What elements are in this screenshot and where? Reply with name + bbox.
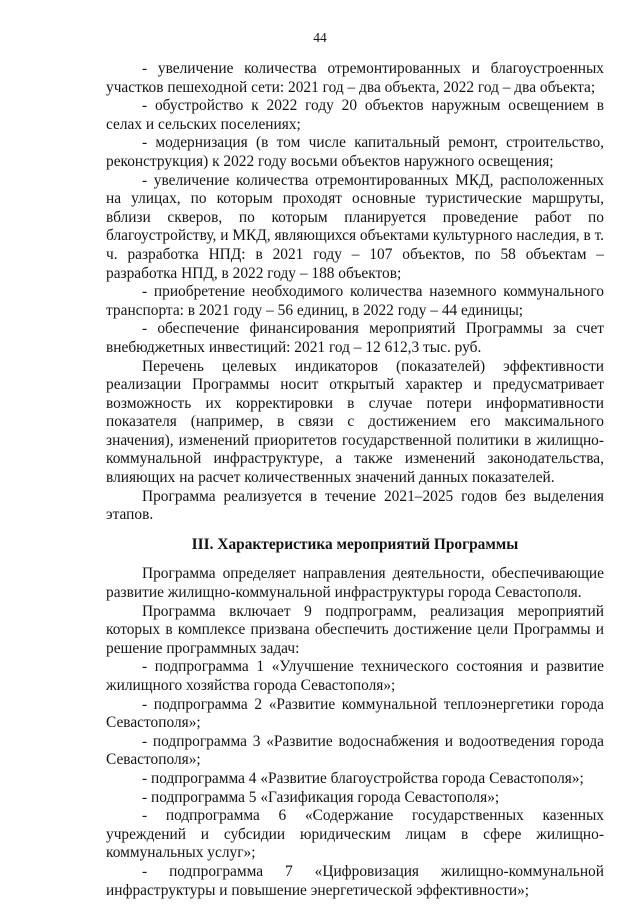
- paragraph: - приобретение необходимого количества наземного коммунального транспорта: в 2021 году – 56 единиц, в 2022 году – 44 единицы;: [106, 283, 604, 319]
- paragraph: Программа реализуется в течение 2021–2025 годов без выделения этапов.: [106, 487, 604, 524]
- paragraph: - увеличение количества отремонтированных МКД, расположенных на улицах, по которым проходят основные туристические маршруты, вблизи скверов, по которым планируется проведение работ по благоустройству, и МКД, являющихся объектами культурного наследия, в т. ч. разработка НПД: в 2021 году – 107 объектов, по 58 объектам – разработка НПД, в 2022 году – 188 объектов;: [106, 171, 604, 282]
- list-item: - подпрограмма 4 «Развитие благоустройства города Севастополя»;: [142, 769, 584, 787]
- paragraph: - обеспечение финансирования мероприятий Программы за счет внебюджетных инвестиций: 2021 год – 12 612,3 тыс. руб.: [106, 320, 604, 356]
- list-item: - подпрограмма 3 «Развитие водоснабжения и водоотведения города Севастополя»;: [106, 732, 604, 769]
- section-heading: III. Характеристика мероприятий Программы: [191, 535, 519, 553]
- list-item: - подпрограмма 7 «Цифровизация жилищно-коммунальной инфраструктуры и повышение энергетической эффективности»;: [106, 862, 604, 899]
- list-item: - подпрограмма 1 «Улучшение технического состояния и развитие жилищного хозяйства города Севастополя»;: [106, 658, 604, 694]
- list-item: - подпрограмма 6 «Содержание государственных казенных учреждений и субсидии юридическим лицам в сфере жилищно-коммунальных услуг»;: [106, 807, 604, 862]
- paragraph: - увеличение количества отремонтированных и благоустроенных участков пешеходной сети: 2021 год – два объекта, 2022 год – два объекта;: [106, 60, 604, 96]
- page-number: 44: [313, 30, 327, 45]
- paragraph: Программа определяет направления деятельности, обеспечивающие развитие жилищно-коммунальной инфраструктуры города Севастополя.: [106, 565, 604, 602]
- paragraph: Программа включает 9 подпрограмм, реализация мероприятий которых в комплексе призвана обеспечить достижение цели Программы и решение программных задач:: [106, 602, 604, 657]
- paragraph: Перечень целевых индикаторов (показателей) эффективности реализации Программы носит открытый характер и предусматривает возможность их корректировки в случае потери информативности показателя (например, в связи с достижением его максимального значения), изменений приоритетов государственной политики в жилищно-коммунальной инфраструктуре, а также изменений законодательства, влияющих на расчет количественных значений данных показателей.: [106, 357, 604, 487]
- paragraph: - обустройство к 2022 году 20 объектов наружным освещением в селах и сельских поселениях;: [106, 97, 604, 133]
- paragraph: - модернизация (в том числе капитальный ремонт, строительство, реконструкция) к 2022 году восьми объектов наружного освещения;: [106, 134, 604, 170]
- list-item: - подпрограмма 5 «Газификация города Севастополя»;: [142, 788, 500, 806]
- document-body: [106, 60, 604, 900]
- list-item: - подпрограмма 2 «Развитие коммунальной теплоэнергетики города Севастополя»;: [106, 695, 604, 732]
